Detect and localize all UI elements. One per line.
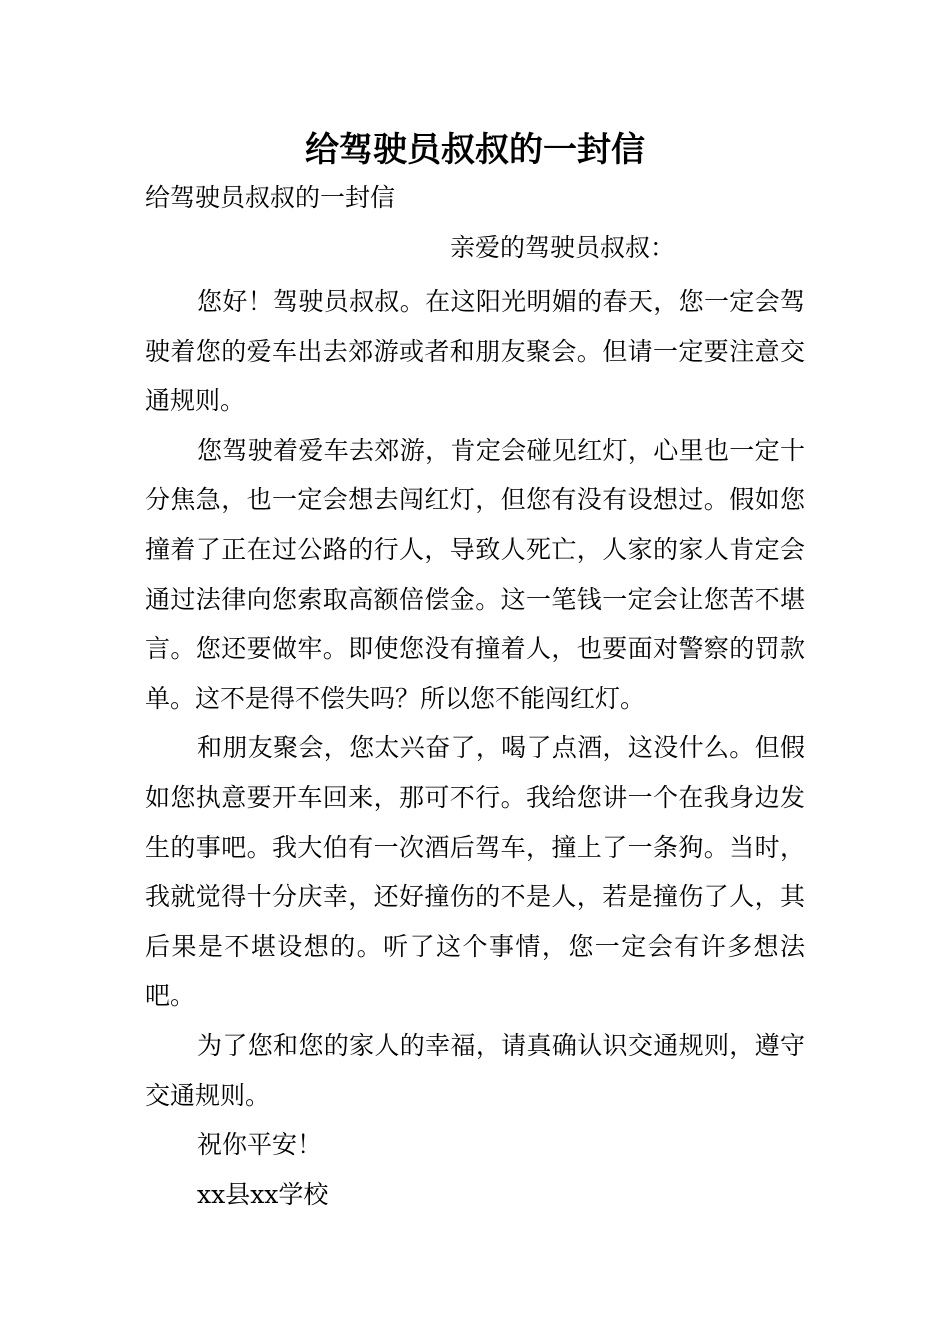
paragraph-3: 和朋友聚会，您太兴奋了，喝了点酒，这没什么。但假如您执意要开车回来，那可不行。我给您讲一个在我身边发生的事吧。我大伯有一次酒后驾车，撞上了一条狗。当时，我就觉得十分庆幸，还好撞伤的不是人，若是撞伤了人，其后果是不堪设想的。听了这个事情，您一定会有许多想法吧。: [145, 733, 805, 1011]
document-subtitle: 给驾驶员叔叔的一封信: [145, 183, 396, 212]
letter-closing: 祝你平安！: [197, 1130, 323, 1160]
paragraph-2: 您驾驶着爱车去郊游，肯定会碰见红灯，心里也一定十分焦急，也一定会想去闯红灯，但您有没有设想过。假如您撞着了正在过公路的行人，导致人死亡，人家的家人肯定会通过法律向您索取高额倍偿金。这一笔钱一定会让您苦不堪言。您还要做牢。即使您没有撞着人，也要面对警察的罚款单。这不是得不偿失吗？所以您不能闯红灯。: [145, 435, 805, 713]
letter-greeting: 亲爱的驾驶员叔叔：: [450, 233, 676, 262]
letter-body: [145, 277, 805, 1219]
page-title: 给驾驶员叔叔的一封信: [305, 130, 645, 170]
paragraph-4: 为了您和您的家人的幸福，请真确认识交通规则，遵守交通规则。: [145, 1030, 805, 1110]
letter-signature: xx县xx学校: [197, 1179, 329, 1209]
paragraph-1: 您好！驾驶员叔叔。在这阳光明媚的春天，您一定会驾驶着您的爱车出去郊游或者和朋友聚会。但请一定要注意交通规则。: [145, 287, 805, 416]
